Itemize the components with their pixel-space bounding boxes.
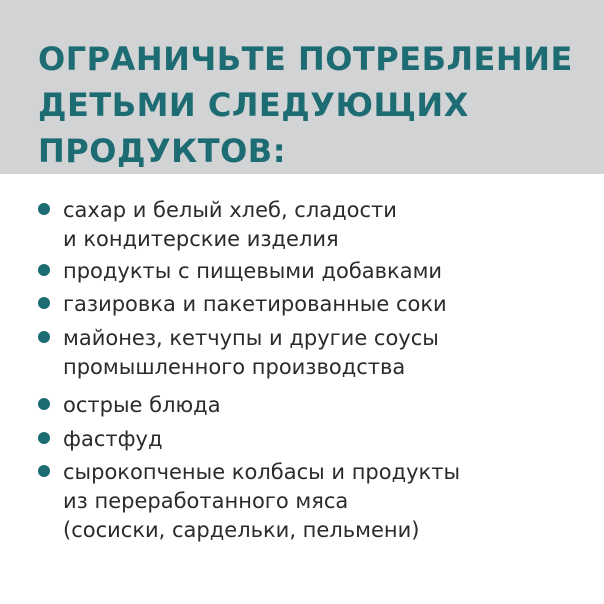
list-item-text: сахар и белый хлеб, сладости и кондитерские изделия <box>63 198 397 251</box>
list-item-text: продукты с пищевыми добавками <box>63 259 443 283</box>
bullet-dot-icon <box>38 264 50 276</box>
list-item-text: фастфуд <box>63 427 163 451</box>
list-item-text: острые блюда <box>63 393 221 417</box>
list-item-text: майонез, кетчупы и другие соусы промышленного производства <box>63 326 439 379</box>
title-line-2: ДЕТЬМИ СЛЕДУЮЩИХ <box>38 86 469 124</box>
bullet-dot-icon <box>38 398 50 410</box>
bullet-dot-icon <box>38 203 50 215</box>
bullet-dot-icon <box>38 297 50 309</box>
list-item-text: сырокопченые колбасы и продукты из переработанного мяса (сосиски, сардельки, пельмени) <box>63 460 461 542</box>
bullet-dot-icon <box>38 331 50 343</box>
bullet-dot-icon <box>38 465 50 477</box>
list-item-text: газировка и пакетированные соки <box>63 292 447 316</box>
title-line-1: ОГРАНИЧЬТЕ ПОТРЕБЛЕНИЕ <box>38 40 573 78</box>
title-line-3: ПРОДУКТОВ: <box>38 132 286 170</box>
bullet-dot-icon <box>38 432 50 444</box>
